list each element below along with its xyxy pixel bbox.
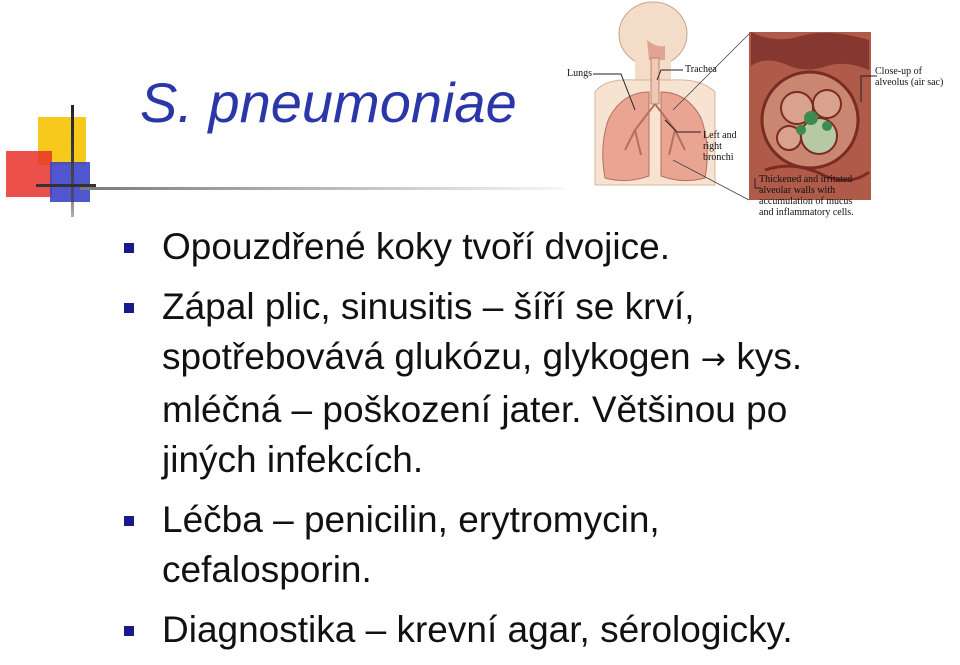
bullet-list: [120, 222, 940, 655]
bullet-text-line: spotřebovává glukózu, glykogen: [162, 336, 691, 377]
label-bronchi-3: bronchi: [703, 152, 734, 163]
bullet-marker: [124, 303, 134, 313]
label-lungs: Lungs: [567, 68, 592, 79]
bullet-text-line: jiných infekcích.: [162, 439, 424, 480]
bullet-text-line: cefalosporin.: [162, 549, 372, 590]
bullet-marker: [124, 516, 134, 526]
label-thickened-4: and inflammatory cells.: [759, 207, 854, 218]
deco-cross-line: [36, 184, 96, 187]
bullet-item: [120, 605, 940, 655]
bullet-item: [120, 282, 940, 485]
arrow-icon: →: [700, 342, 727, 377]
label-bronchi-2: right: [703, 141, 722, 152]
bullet-marker: [124, 243, 134, 253]
deco-vertical-line: [71, 105, 74, 217]
label-thickened-1: Thickened and irritated: [759, 174, 853, 185]
deco-blue-square: [50, 162, 90, 202]
bullet-text-line: kys.: [736, 336, 803, 377]
bullet-text-line: Zápal plic, sinusitis – šíří se krví,: [162, 286, 695, 327]
label-closeup-1: Close-up of: [875, 66, 922, 77]
deco-horizontal-rule: [80, 187, 565, 190]
pneumonia-illustration: [565, 0, 960, 220]
bullet-marker: [124, 626, 134, 636]
bullet-text: Opouzdřené koky tvoří dvojice.: [162, 226, 670, 267]
slide-title: S. pneumoniae: [140, 71, 517, 134]
bullet-text-line: mléčná – poškození jater. Většinou po: [162, 389, 788, 430]
label-closeup-2: alveolus (air sac): [875, 77, 944, 88]
label-trachea: Trachea: [685, 64, 717, 75]
label-thickened-2: alveolar walls with: [759, 185, 836, 196]
label-thickened-3: accumulation of mucus: [759, 196, 853, 207]
bullet-item: [120, 222, 940, 272]
deco-red-square: [6, 151, 52, 197]
bullet-text-line: Léčba – penicilin, erytromycin,: [162, 499, 660, 540]
label-bronchi-1: Left and: [703, 130, 737, 141]
bullet-item: [120, 495, 940, 595]
bullet-text: Diagnostika – krevní agar, sérologicky.: [162, 609, 793, 650]
